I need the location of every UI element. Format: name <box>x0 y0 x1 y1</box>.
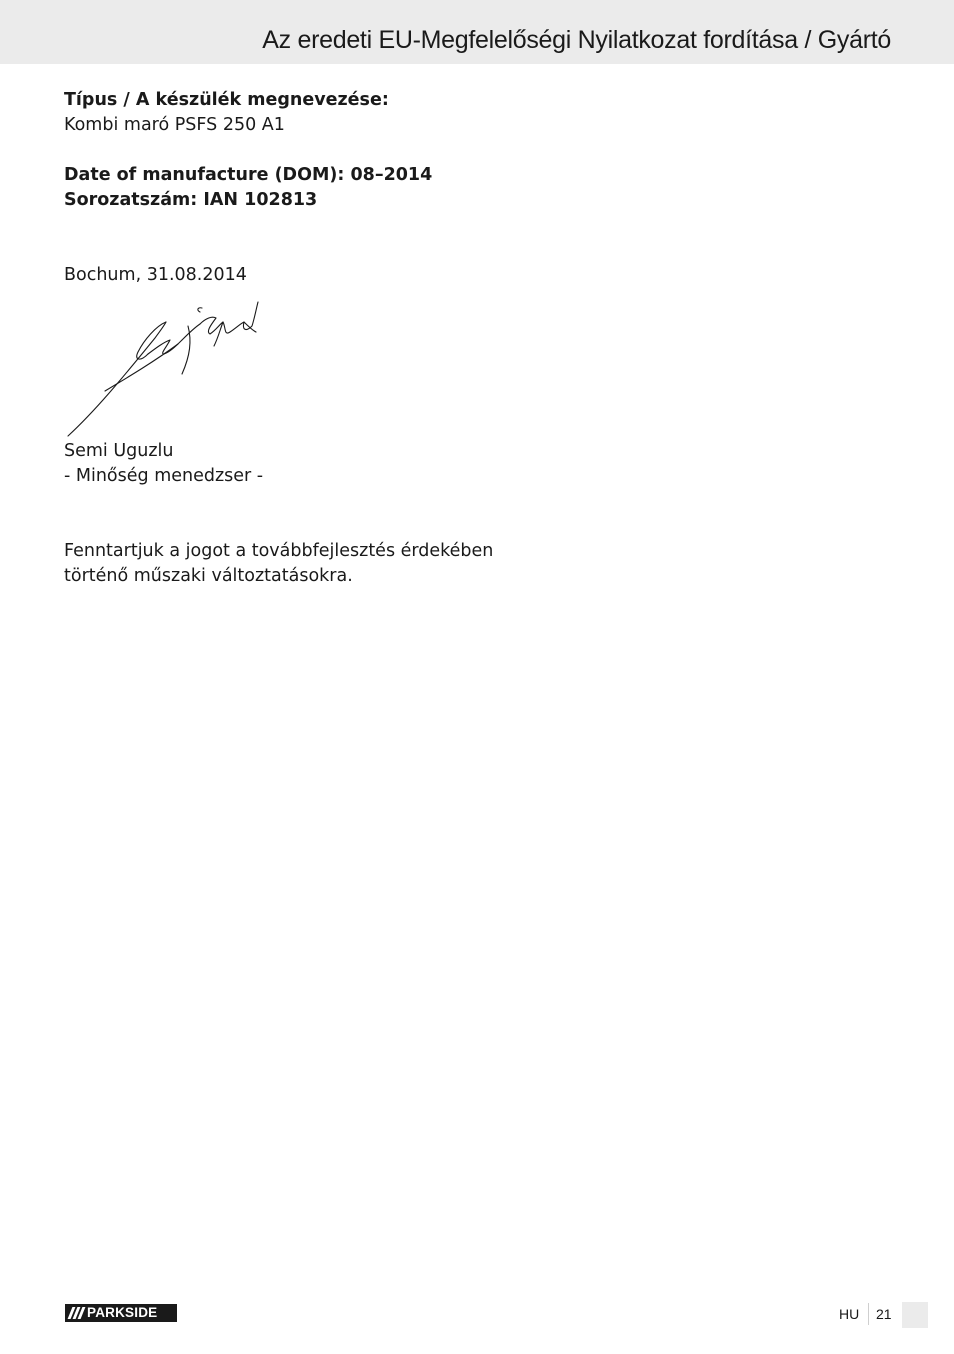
place-and-date: Bochum, 31.08.2014 <box>64 265 247 285</box>
disclaimer-line-1: Fenntartjuk a jogot a továbbfejlesztés érdekében <box>64 541 494 561</box>
signatory-name: Semi Uguzlu <box>64 441 174 461</box>
serial-number: Sorozatszám: IAN 102813 <box>64 190 318 210</box>
footer-divider <box>868 1303 869 1325</box>
disclaimer-line-2: történő műszaki változtatásokra. <box>64 566 353 586</box>
page-title: Az eredeti EU-Megfelelőségi Nyilatkozat fordítása / Gyártó <box>262 26 891 54</box>
handwritten-signature <box>60 296 270 441</box>
signatory-role: - Minőség menedzser - <box>64 466 264 486</box>
parkside-logo <box>65 1304 177 1322</box>
language-code: HU <box>839 1306 860 1322</box>
logo-stripes-icon <box>65 1304 87 1322</box>
product-type-value: Kombi maró PSFS 250 A1 <box>64 115 285 135</box>
date-of-manufacture: Date of manufacture (DOM): 08–2014 <box>64 165 433 185</box>
product-type-label: Típus / A készülék megnevezése: <box>64 90 389 110</box>
logo-text: PARKSIDE <box>87 1305 158 1320</box>
page-number: 21 <box>876 1306 892 1322</box>
page-tab-marker <box>902 1302 928 1328</box>
